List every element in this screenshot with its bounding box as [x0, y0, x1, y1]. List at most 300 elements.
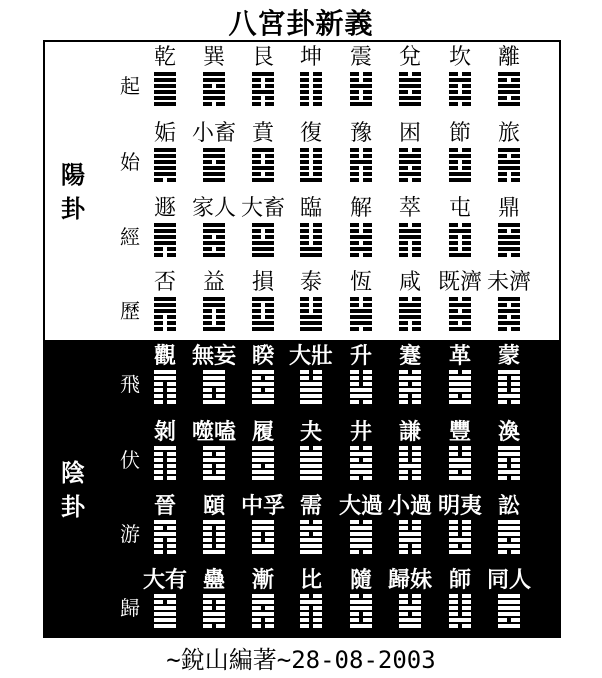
hexagram-name: 小畜 [191, 121, 236, 146]
yin-line [498, 376, 520, 380]
yang-line [154, 520, 176, 524]
yang-line [154, 166, 176, 170]
hexagram-name: 損 [251, 270, 274, 295]
yin-line [300, 532, 322, 536]
yin-line [449, 90, 471, 94]
yin-stage-label: 游 [120, 522, 140, 546]
hexagram-cell [283, 494, 339, 556]
hexagram-name: 否 [153, 270, 176, 295]
yin-line [498, 178, 520, 182]
yin-line [300, 618, 322, 622]
hexagram-symbol [399, 520, 421, 554]
yin-line [449, 520, 471, 524]
yin-line [399, 247, 421, 251]
yin-line [350, 550, 372, 554]
yang-line [300, 382, 322, 386]
hexagram-cell [382, 271, 438, 333]
hexagram-cell [186, 122, 242, 184]
yin-line [154, 388, 176, 392]
yang-line [203, 154, 225, 158]
hexagram-cell [481, 344, 537, 406]
yin-line [350, 327, 372, 331]
yin-line [350, 253, 372, 257]
yin-line [449, 72, 471, 76]
yin-line [154, 470, 176, 474]
hexagram-name: 豫 [349, 121, 372, 146]
hexagram-symbol [449, 223, 471, 257]
yang-line [399, 309, 421, 313]
hexagram-symbol [154, 72, 176, 106]
yang-line [203, 458, 225, 462]
yin-line [154, 394, 176, 398]
yin-line [154, 538, 176, 542]
page-title: 八宮卦新義 [228, 7, 374, 40]
yang-line [449, 618, 471, 622]
yin-line [350, 241, 372, 245]
hexagram-symbol [350, 446, 372, 480]
hexagram-cell [432, 568, 488, 630]
yin-line [350, 78, 372, 82]
yang-line [300, 464, 322, 468]
yang-line [350, 606, 372, 610]
yin-line [252, 388, 274, 392]
yang-line [498, 470, 520, 474]
yin-line [300, 78, 322, 82]
yin-line [203, 309, 225, 313]
yang-line [154, 309, 176, 313]
yang-line [252, 446, 274, 450]
hexagram-cell [283, 568, 339, 630]
yang-line [498, 394, 520, 398]
hexagram-cell [333, 420, 389, 482]
yang-line [498, 297, 520, 301]
yin-line [252, 160, 274, 164]
hexagram-cell [432, 197, 488, 259]
yin-line [399, 223, 421, 227]
yang-line [252, 241, 274, 245]
yang-line [252, 594, 274, 598]
yin-line [203, 532, 225, 536]
yin-line [252, 102, 274, 106]
yang-line [154, 624, 176, 628]
yin-line [350, 618, 372, 622]
yin-line [203, 84, 225, 88]
yin-line [252, 532, 274, 536]
hexagram-symbol [203, 72, 225, 106]
hexagram-symbol [449, 520, 471, 554]
yin-line [252, 229, 274, 233]
yang-line [252, 253, 274, 257]
hexagram-name: 既濟 [437, 270, 482, 295]
yang-line [498, 72, 520, 76]
yin-stage-label: 伏 [120, 448, 140, 472]
hexagram-symbol [350, 72, 372, 106]
yang-line [498, 594, 520, 598]
yang-line [399, 376, 421, 380]
hexagram-cell [382, 344, 438, 406]
hexagram-cell [283, 122, 339, 184]
yang-line [154, 223, 176, 227]
yang-line [350, 544, 372, 548]
yin-line [449, 166, 471, 170]
hexagram-name: 需 [299, 493, 322, 519]
yang-line [399, 606, 421, 610]
yang-line [203, 90, 225, 94]
yin-line [449, 394, 471, 398]
hexagram-symbol [498, 72, 520, 106]
hexagram-cell [481, 271, 537, 333]
yang-line [399, 464, 421, 468]
yang-line [350, 247, 372, 251]
yin-line [399, 297, 421, 301]
yin-line [300, 297, 322, 301]
yang-line [300, 476, 322, 480]
yin-line [300, 72, 322, 76]
hexagram-symbol [252, 594, 274, 628]
yang-line [399, 303, 421, 307]
hexagram-symbol [498, 520, 520, 554]
yang-line [350, 452, 372, 456]
hexagram-symbol [350, 223, 372, 257]
yang-line [399, 388, 421, 392]
yang-line [154, 370, 176, 374]
yang-line [449, 464, 471, 468]
hexagram-cell [137, 46, 193, 108]
hexagram-cell [186, 344, 242, 406]
yang-line [498, 160, 520, 164]
yin-line [449, 247, 471, 251]
hexagram-cell [137, 271, 193, 333]
yin-line [399, 370, 421, 374]
yin-line [300, 612, 322, 616]
yang-line [300, 388, 322, 392]
yin-line [350, 376, 372, 380]
hexagram-name: 睽 [251, 343, 274, 369]
yang-line [498, 452, 520, 456]
yin-line [300, 160, 322, 164]
yin-line [300, 166, 322, 170]
yang-line [203, 550, 225, 554]
yin-line [399, 166, 421, 170]
yang-line [350, 160, 372, 164]
yang-line [399, 160, 421, 164]
yin-line [300, 102, 322, 106]
hexagram-name: 坤 [299, 45, 322, 70]
yin-line [350, 400, 372, 404]
yin-line [350, 96, 372, 100]
yin-line [300, 229, 322, 233]
yin-line [154, 452, 176, 456]
yang-line [154, 102, 176, 106]
yin-line [399, 544, 421, 548]
yin-line [350, 72, 372, 76]
yang-line [203, 229, 225, 233]
yang-line [154, 90, 176, 94]
hexagram-symbol [399, 148, 421, 182]
yang-line [300, 538, 322, 542]
hexagram-symbol [203, 223, 225, 257]
hexagram-cell [137, 122, 193, 184]
yin-line [203, 102, 225, 106]
hexagram-cell [137, 420, 193, 482]
yin-line [350, 520, 372, 524]
hexagram-symbol [203, 594, 225, 628]
yang-line [498, 600, 520, 604]
hexagram-cell [382, 46, 438, 108]
yin-line [203, 470, 225, 474]
yin-line [449, 600, 471, 604]
yang-line [154, 376, 176, 380]
hexagram-symbol [399, 446, 421, 480]
hexagram-cell [481, 494, 537, 556]
yin-line [300, 303, 322, 307]
yang-line [203, 223, 225, 227]
yang-line [154, 446, 176, 450]
yin-line [399, 382, 421, 386]
yang-line [154, 612, 176, 616]
hexagram-name: 明夷 [437, 493, 482, 519]
yang-line [203, 166, 225, 170]
yang-line [449, 400, 471, 404]
yang-line [252, 166, 274, 170]
footer-credit: ~銳山編著~28-08-2003 [166, 646, 436, 674]
hexagram-symbol [350, 520, 372, 554]
yin-line [300, 376, 322, 380]
hexagram-symbol [449, 297, 471, 331]
hexagram-cell [186, 568, 242, 630]
yin-line [203, 606, 225, 610]
yin-line [399, 612, 421, 616]
yang-line [350, 624, 372, 628]
hexagram-name: 師 [448, 567, 471, 593]
hexagram-name: 井 [349, 419, 372, 445]
hexagram-symbol [300, 223, 322, 257]
hexagram-cell [186, 46, 242, 108]
yang-line [252, 458, 274, 462]
yin-line [449, 102, 471, 106]
yang-line [203, 297, 225, 301]
hexagram-name: 復 [299, 121, 322, 146]
yang-line [449, 327, 471, 331]
hexagram-name: 歸妹 [387, 567, 432, 593]
yin-line [252, 606, 274, 610]
hexagram-cell [432, 344, 488, 406]
yang-stage-label: 起 [120, 74, 140, 98]
yang-line [399, 235, 421, 239]
yin-line [449, 241, 471, 245]
yang-line [498, 247, 520, 251]
yang-line [449, 476, 471, 480]
yin-line [449, 297, 471, 301]
hexagram-cell [283, 271, 339, 333]
hexagram-cell [333, 568, 389, 630]
yang-line [350, 309, 372, 313]
yang-line [203, 148, 225, 152]
yin-line [252, 464, 274, 468]
yang-line [300, 452, 322, 456]
yin-line [449, 452, 471, 456]
hexagram-symbol [300, 297, 322, 331]
hexagram-symbol [300, 370, 322, 404]
hexagram-cell [382, 494, 438, 556]
yang-line [449, 78, 471, 82]
yin-line [498, 78, 520, 82]
yin-line [350, 229, 372, 233]
yang-stage-label: 始 [120, 150, 140, 174]
hexagram-name: 離 [497, 45, 520, 70]
yang-line [203, 382, 225, 386]
yang-line [498, 90, 520, 94]
yang-line [449, 388, 471, 392]
hexagram-name: 兌 [398, 45, 421, 70]
yang-line [449, 253, 471, 257]
yang-line [300, 400, 322, 404]
hexagram-symbol [498, 370, 520, 404]
hexagram-name: 升 [349, 343, 372, 369]
yin-line [350, 166, 372, 170]
hexagram-symbol [498, 223, 520, 257]
yang-line [252, 400, 274, 404]
yang-line [154, 148, 176, 152]
yin-line [498, 382, 520, 386]
yang-line [498, 520, 520, 524]
yin-line [498, 154, 520, 158]
yang-line [300, 600, 322, 604]
yang-line [203, 618, 225, 622]
yang-line [350, 532, 372, 536]
yang-line [350, 394, 372, 398]
yang-line [399, 538, 421, 542]
yang-line [498, 235, 520, 239]
hexagram-symbol [252, 148, 274, 182]
yin-line [300, 235, 322, 239]
yang-line [154, 594, 176, 598]
yang-line [399, 102, 421, 106]
yang-line [154, 154, 176, 158]
yin-line [300, 520, 322, 524]
hexagram-cell [481, 197, 537, 259]
yang-line [203, 446, 225, 450]
yang-line [203, 327, 225, 331]
yang-line [203, 476, 225, 480]
yin-line [203, 394, 225, 398]
yang-line [350, 235, 372, 239]
yin-line [449, 370, 471, 374]
yin-line [154, 321, 176, 325]
yin-line [154, 458, 176, 462]
hexagram-name: 坎 [448, 45, 471, 70]
hexagram-name: 夬 [299, 419, 322, 445]
hexagram-symbol [203, 370, 225, 404]
hexagram-symbol [350, 297, 372, 331]
hexagram-symbol [154, 148, 176, 182]
yin-line [203, 538, 225, 542]
yang-line [350, 388, 372, 392]
hexagram-symbol [350, 148, 372, 182]
yang-line [154, 160, 176, 164]
yang-line [498, 624, 520, 628]
hexagram-cell [186, 494, 242, 556]
yin-line [252, 309, 274, 313]
yin-line [449, 544, 471, 548]
yang-line [252, 612, 274, 616]
yang-line [498, 612, 520, 616]
yin-line [154, 464, 176, 468]
yang-line [350, 538, 372, 542]
yang-line [203, 172, 225, 176]
yin-line [252, 235, 274, 239]
hexagram-name: 解 [349, 196, 372, 221]
yin-line [498, 229, 520, 233]
yin-line [399, 178, 421, 182]
hexagram-symbol [300, 72, 322, 106]
yin-line [154, 315, 176, 319]
hexagram-name: 困 [398, 121, 421, 146]
yang-line [203, 520, 225, 524]
hexagram-cell [333, 46, 389, 108]
yin-line [399, 148, 421, 152]
yin-line [300, 154, 322, 158]
yin-line [498, 172, 520, 176]
yang-line [300, 394, 322, 398]
yang-line [399, 618, 421, 622]
yang-line [252, 526, 274, 530]
yin-line [449, 526, 471, 530]
hexagram-symbol [203, 297, 225, 331]
yang-line [154, 96, 176, 100]
hexagram-symbol [498, 297, 520, 331]
yin-line [203, 235, 225, 239]
yang-line [498, 321, 520, 325]
yin-line [399, 90, 421, 94]
yin-line [154, 600, 176, 604]
yin-line [300, 223, 322, 227]
yang-line [350, 102, 372, 106]
yin-line [498, 618, 520, 622]
hexagram-symbol [154, 297, 176, 331]
yang-line [350, 315, 372, 319]
yin-line [154, 526, 176, 530]
yin-line [498, 303, 520, 307]
yin-line [252, 78, 274, 82]
yang-line [498, 446, 520, 450]
yin-line [498, 476, 520, 480]
yin-line [300, 84, 322, 88]
yin-line [300, 90, 322, 94]
yang-line [203, 96, 225, 100]
yin-line [154, 382, 176, 386]
yang-line [399, 154, 421, 158]
yang-line [498, 526, 520, 530]
yin-line [300, 370, 322, 374]
yin-line [350, 476, 372, 480]
hexagram-cell [432, 46, 488, 108]
yang-line [449, 178, 471, 182]
yang-line [203, 178, 225, 182]
yin-line [252, 376, 274, 380]
hexagram-name: 益 [202, 270, 225, 295]
yang-line [449, 382, 471, 386]
yang-line [154, 235, 176, 239]
hexagram-symbol [399, 594, 421, 628]
yin-line [350, 90, 372, 94]
yin-line [449, 606, 471, 610]
hexagram-symbol [252, 370, 274, 404]
yang-line [449, 229, 471, 233]
yang-line [350, 470, 372, 474]
yang-line [350, 600, 372, 604]
yang-line [300, 327, 322, 331]
